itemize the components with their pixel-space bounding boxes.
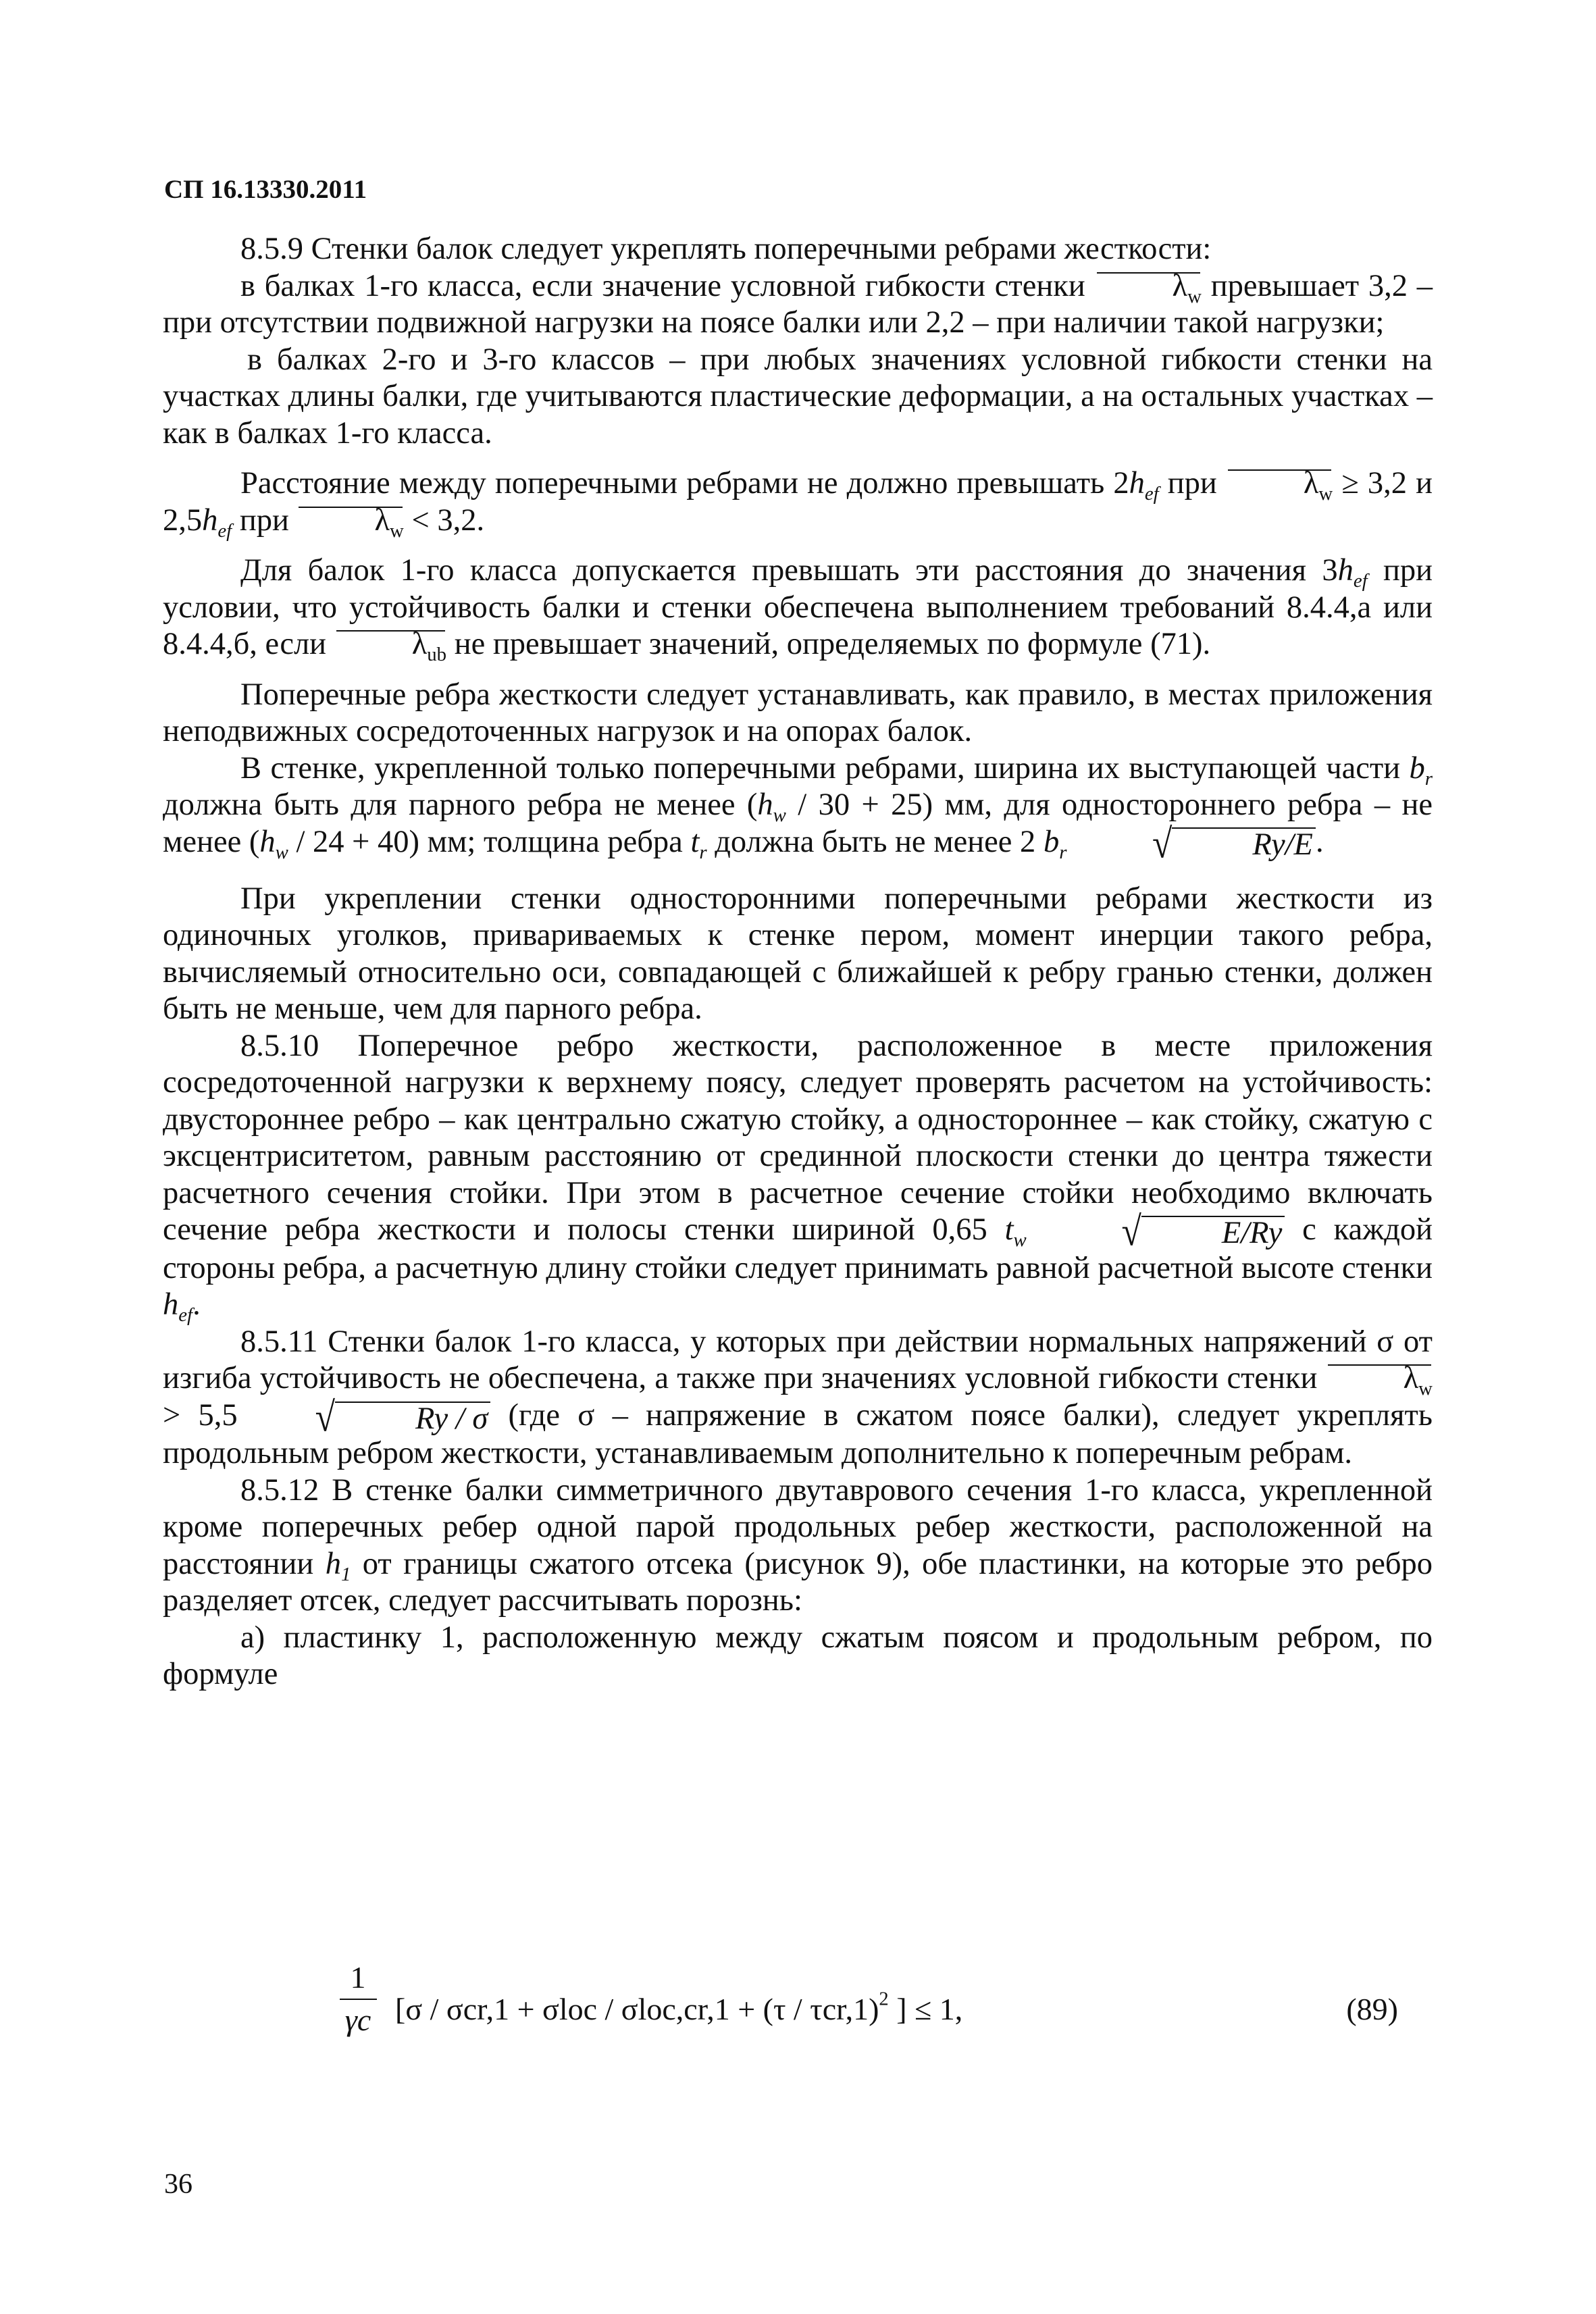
- formula-number: (89): [1346, 1992, 1398, 2026]
- paragraph-rib-placement: Поперечные ребра жесткости следует устанавливать, как правило, в местах приложения неподвижных сосредоточенных нагрузок и на опорах балок.: [163, 677, 1433, 748]
- paragraph-class1-beams: в балках 1-го класса, если значение условной гибкости стенки $\lambda_w$ превышает 3,2 – при отсутствии подвижной нагрузки на поясе балки или 2,2 – при наличии такой нагрузки;: [163, 268, 1433, 340]
- paragraph-8-5-12: 8.5.12 В стенке балки симметричного двутаврового сечения 1-го класса, укрепленной кроме поперечных ребер одной парой продольных ребер жесткости, расположенной на расстоянии $h_1$ от границы сжатого отсека (рисунок 9), обе пластинки, на которые это ребро разделяет отсек, следует рассчитывать порознь:: [163, 1472, 1433, 1618]
- paragraph-plate-1: а) пластинку 1, расположенную между сжатым поясом и продольным ребром, по формуле: [163, 1620, 1433, 1692]
- paragraph-rib-dimensions: В стенке, укрепленной только поперечными ребрами, ширина их выступающей части $b_r$ должна быть для парного ребра не менее $(h_w / 30 + 25)$ мм, для одностороннего ребра – не менее $(h_w / 24 + 40)$ мм; толщина ребра $t_r$ должна быть не менее 2 $b_r$ √ Ry/E .: [163, 750, 1433, 867]
- paragraph-rib-spacing: Расстояние между поперечными ребрами не должно превышать $2h_{ef}$ при $\lambda_w \ge 3,2$ и $2,5h_{ef}$ при $\lambda_w < 3,2$.: [163, 466, 1433, 542]
- lambda-w-symbol: $\lambda_w$: [1095, 268, 1202, 305]
- paragraph-single-angles: При укреплении стенки односторонними поперечными ребрами жесткости из одиночных уголков, привариваемых к стенке пером, момент инерции такого ребра, вычисляемый относительно оси, совпадающей с ближайшей к ребру гранью стенки, должен быть не меньше, чем для парного ребра.: [163, 881, 1433, 1027]
- page-number: 36: [164, 2169, 192, 2200]
- sqrt-ry-sigma: √ Ry / σ: [238, 1399, 491, 1435]
- paragraph-8-5-10: 8.5.10 Поперечное ребро жесткости, расположенное в месте приложения сосредоточенной нагрузки к верхнему поясу, следует проверять расчетом на устойчивость: двустороннее ребро – как центрально сжатую стойку, а одностороннее – как стойку, сжатую с эксцентриситетом, равным расстоянию от срединной плоскости стенки до центра тяжести расчетного сечения стойки. При этом в расчетное сечение стойки необходимо включать сечение ребра жесткости и полосы стенки шириной 0,65 $t_w$ √ E/Ry с каждой стороны ребра, а расчетную длину стойки следует принимать равной расчетной высоте стенки $h_{ef}$.: [163, 1028, 1433, 1327]
- formula-fraction: 1 γc: [338, 1959, 378, 2040]
- sqrt-ry-e: √ Ry/E: [1075, 826, 1316, 862]
- document-body: [163, 231, 1433, 1693]
- formula-89: [338, 1959, 1405, 2087]
- paragraph-class23-beams: в балках 2-го и 3-го классов – при любых значениях условной гибкости стенки на участках длины балки, где учитываются пластические деформации, а на остальных участках – как в балках 1-го класса.: [163, 342, 1433, 451]
- sqrt-e-ry: √ E/Ry: [1044, 1214, 1285, 1250]
- formula-expression: [σ / σcr,1 + σloc / σloc,cr,1 + (τ / τcr,1)$^2$ ] ≤ 1,: [395, 1988, 963, 2026]
- paragraph-8-5-11: 8.5.11 Стенки балок 1-го класса, у которых при действии нормальных напряжений σ от изгиба устойчивость не обеспечена, а также при значениях условной гибкости стенки $\lambda_w > 5,5$ √ Ry / σ (где σ – напряжение в сжатом поясе балки), следует укреплять продольным ребром жесткости, устанавливаемым дополнительно к поперечным ребрам.: [163, 1324, 1433, 1471]
- paragraph-8-5-9: 8.5.9 Стенки балок следует укреплять поперечными ребрами жесткости:: [240, 232, 1212, 266]
- paragraph-class1-exception: Для балок 1-го класса допускается превышать эти расстояния до значения $3h_{ef}$ при условии, что устойчивость балки и стенки обеспечена выполнением требований 8.4.4,а или 8.4.4,б, если $\lambda_{ub}$ не превышает значений, определяемых по формуле (71).: [163, 553, 1433, 666]
- document-code: СП 16.13330.2011: [164, 175, 367, 204]
